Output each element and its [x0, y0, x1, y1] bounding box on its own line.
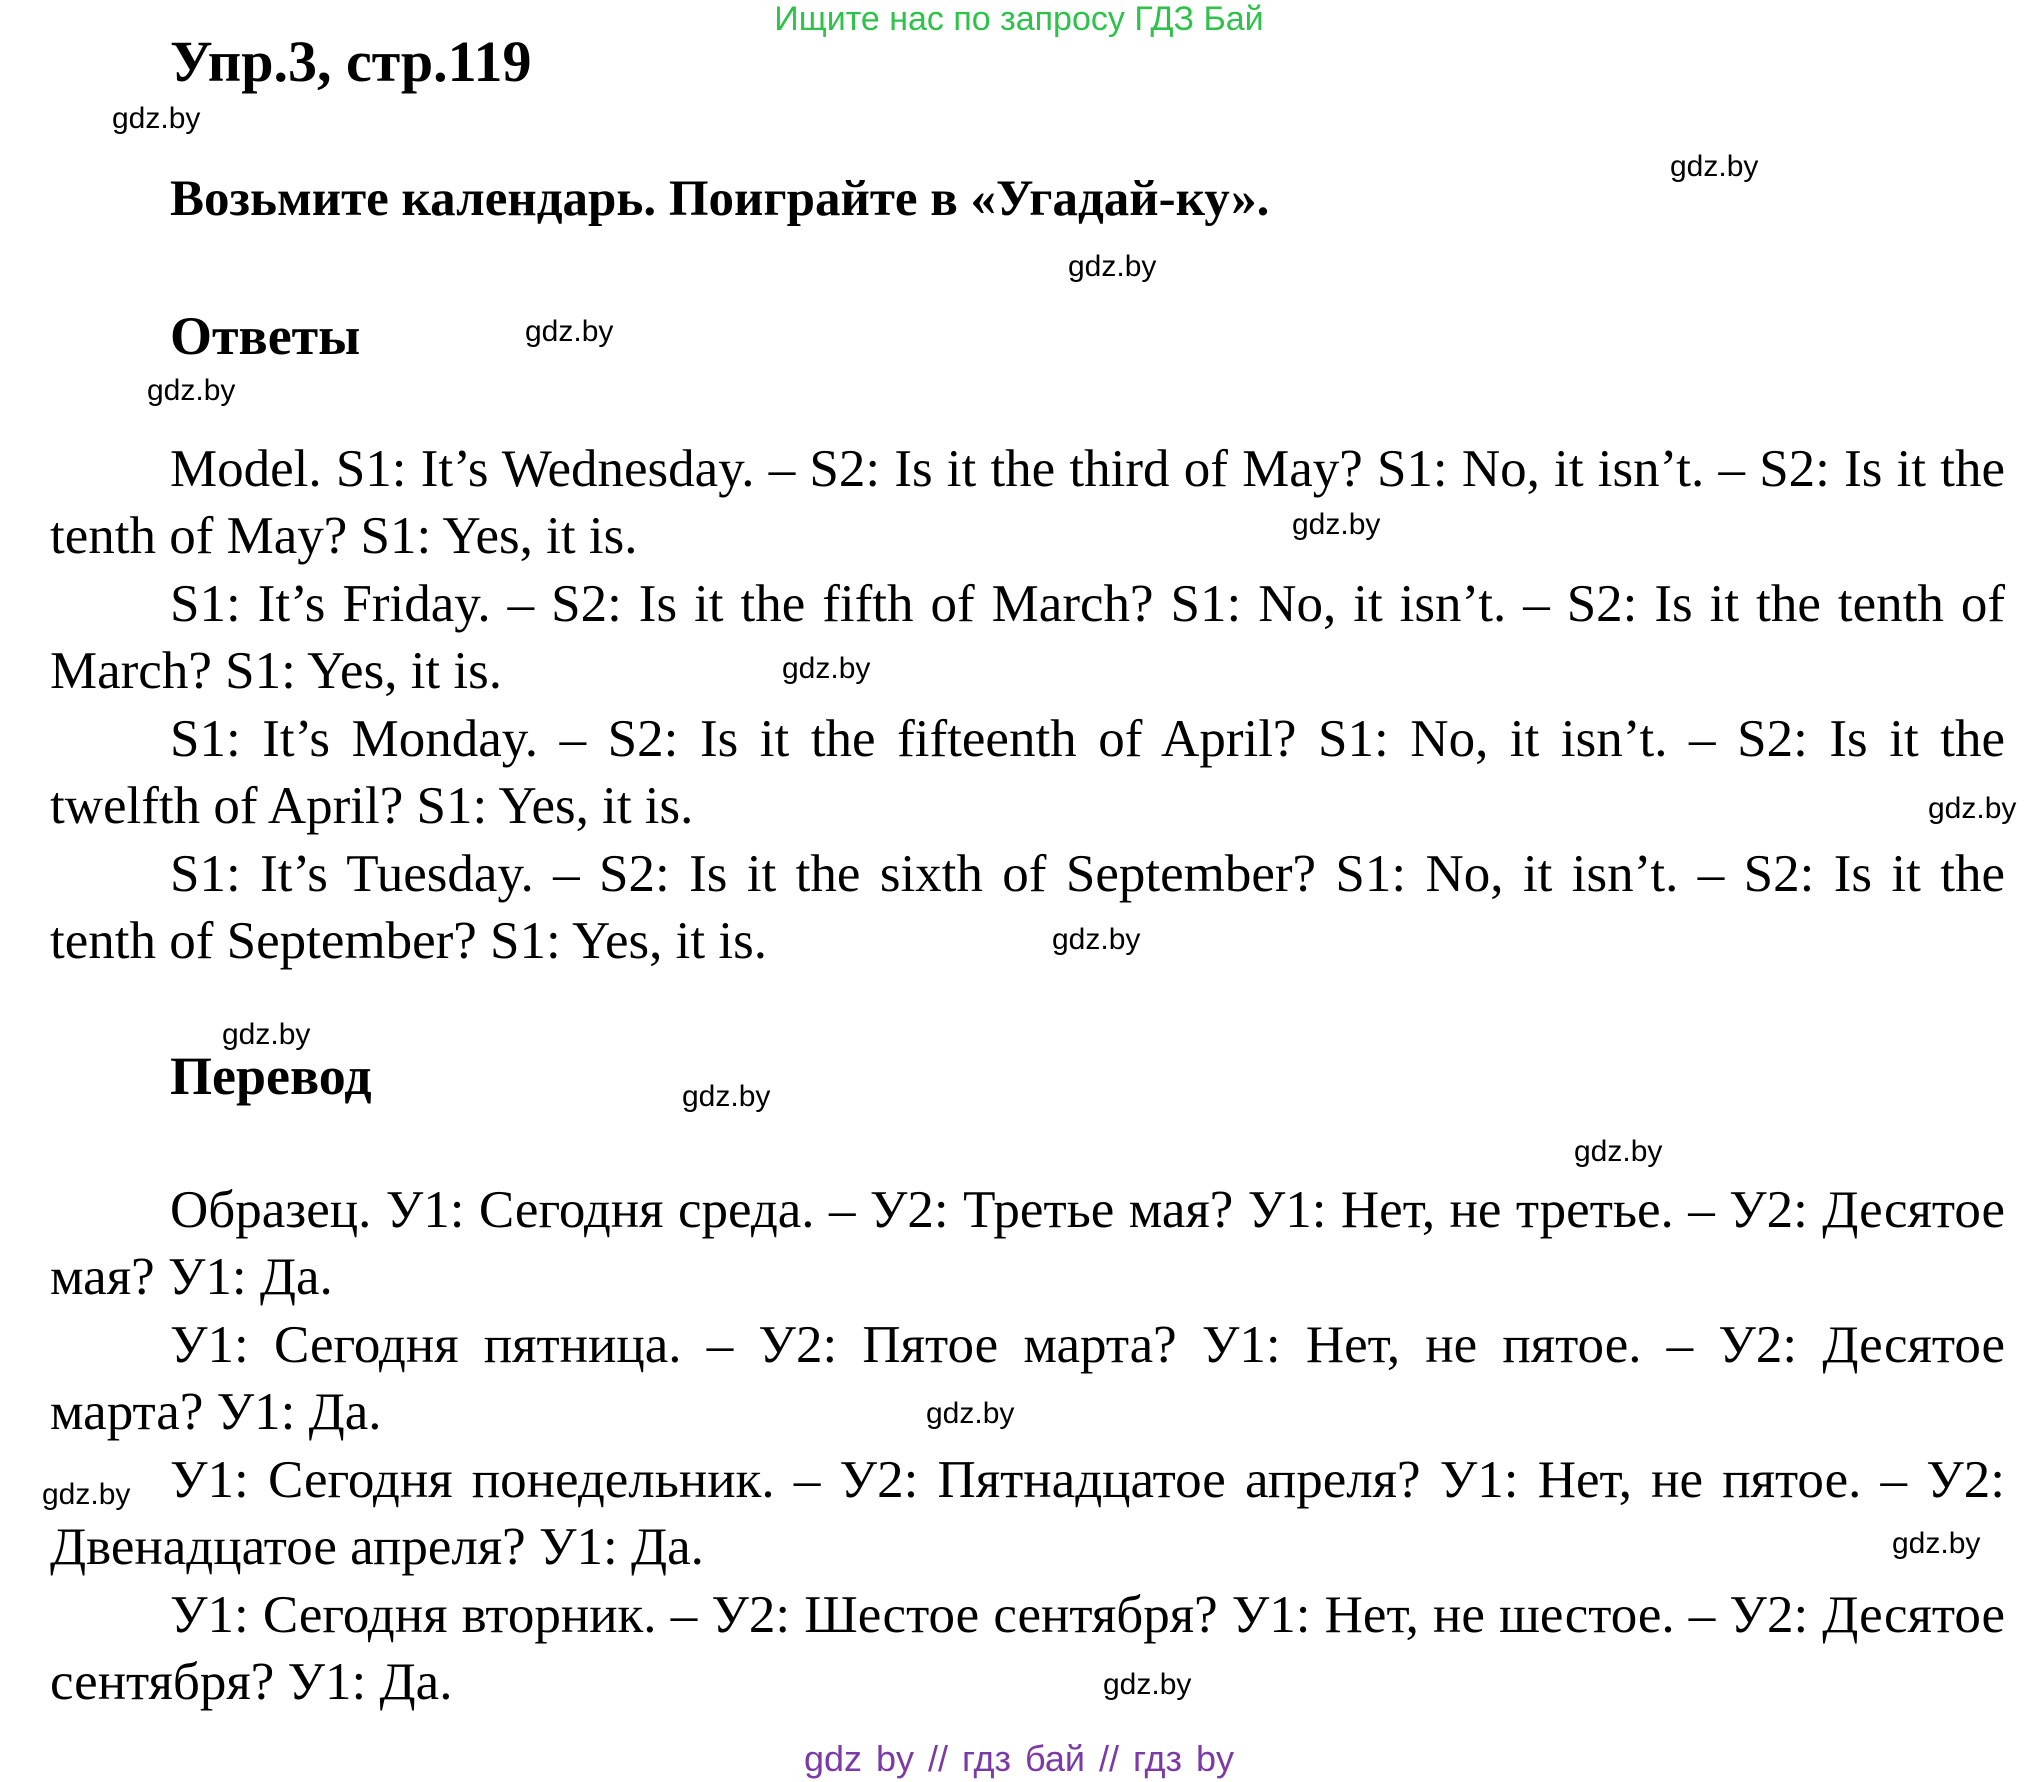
- translation-paragraph: У1: Сегодня вторник. – У2: Шестое сентября? У1: Нет, не шестое. – У2: Десятое сентября? У1: Да.: [50, 1586, 2005, 1711]
- translation-paragraph: Образец. У1: Сегодня среда. – У2: Третье мая? У1: Нет, не третье. – У2: Десятое мая? У1: Да.: [50, 1181, 2005, 1306]
- watermark: gdz.by: [782, 652, 871, 685]
- watermark: gdz.by: [1068, 250, 1157, 283]
- watermark: gdz.by: [1574, 1135, 1663, 1168]
- watermark: gdz.by: [1670, 150, 1759, 183]
- answer-paragraph: S1: It’s Monday. – S2: Is it the fifteenth of April? S1: No, it isn’t. – S2: Is it the twelfth of April? S1: Yes, it is.: [50, 710, 2005, 835]
- translation-paragraph: У1: Сегодня понедельник. – У2: Пятнадцатое апреля? У1: Нет, не пятое. – У2: Двенадцатое апреля? У1: Да.: [50, 1451, 2005, 1576]
- watermark: gdz.by: [926, 1397, 1015, 1430]
- watermark: gdz.by: [1052, 923, 1141, 956]
- watermark: gdz.by: [147, 374, 236, 407]
- watermark: gdz.by: [112, 102, 201, 135]
- watermark: gdz.by: [1892, 1527, 1981, 1560]
- translation-heading: Перевод: [170, 1046, 372, 1106]
- watermark: gdz.by: [1292, 508, 1381, 541]
- answers-heading: Ответы: [170, 306, 361, 366]
- task-instruction: Возьмите календарь. Поиграйте в «Угадай-ку».: [170, 171, 1270, 227]
- translation-paragraph: У1: Сегодня пятница. – У2: Пятое марта? У1: Нет, не пятое. – У2: Десятое марта? У1: Да.: [50, 1316, 2005, 1441]
- answer-paragraph: Model. S1: It’s Wednesday. – S2: Is it the third of May? S1: No, it isn’t. – S2: Is it the tenth of May? S1: Yes, it is.: [50, 440, 2005, 565]
- answer-paragraph: S1: It’s Friday. – S2: Is it the fifth of March? S1: No, it isn’t. – S2: Is it the tenth of March? S1: Yes, it is.: [50, 575, 2005, 700]
- footer-links: gdz by // гдз бай // гдз by: [803, 1738, 1235, 1779]
- watermark: gdz.by: [1928, 792, 2017, 825]
- watermark: gdz.by: [222, 1018, 311, 1051]
- top-banner: Ищите нас по запросу ГДЗ Бай: [774, 0, 1264, 38]
- watermark: gdz.by: [1103, 1668, 1192, 1701]
- answer-paragraph: S1: It’s Tuesday. – S2: Is it the sixth of September? S1: No, it isn’t. – S2: Is it the tenth of September? S1: Yes, it is.: [50, 845, 2005, 970]
- watermark: gdz.by: [682, 1080, 771, 1113]
- exercise-title: Упр.3, стр.119: [170, 29, 532, 94]
- watermark: gdz.by: [42, 1478, 131, 1511]
- watermark: gdz.by: [525, 315, 614, 348]
